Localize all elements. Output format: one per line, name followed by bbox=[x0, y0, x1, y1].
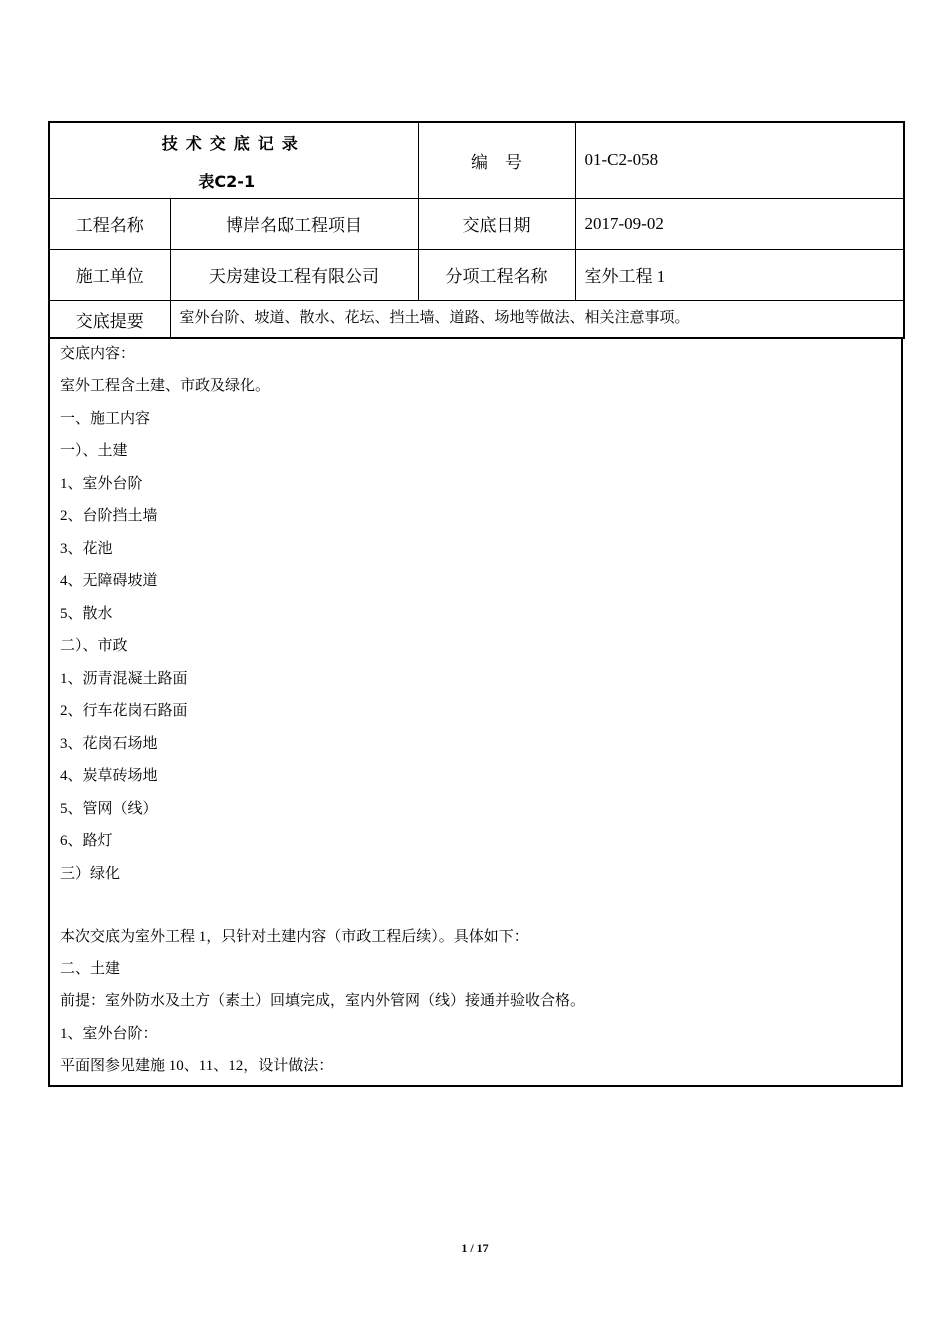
content-line: 二、土建 bbox=[60, 961, 121, 977]
content-line: 1、室外台阶 bbox=[60, 476, 143, 492]
date-value: 2017-09-02 bbox=[575, 198, 904, 249]
content-line: 一）、土建 bbox=[60, 443, 128, 459]
content-line: 平面图参见建施 10、11、12，设计做法： bbox=[60, 1058, 334, 1074]
content-line: 2、台阶挡土墙 bbox=[60, 508, 158, 524]
content-line: 4、无障碍坡道 bbox=[60, 573, 158, 589]
contractor-value: 天房建设工程有限公司 bbox=[170, 249, 418, 300]
form-code: 表C2-1 bbox=[198, 171, 256, 191]
header-table bbox=[48, 121, 905, 339]
contractor-label: 施工单位 bbox=[49, 249, 170, 300]
document-title: 技术交底记录 bbox=[161, 133, 306, 153]
page-indicator: 1 / 17 bbox=[461, 1241, 489, 1255]
content-line: 4、炭草砖场地 bbox=[60, 768, 158, 784]
number-value: 01-C2-058 bbox=[575, 122, 904, 198]
content-line: 1、沥青混凝土路面 bbox=[60, 671, 188, 687]
content-line: 5、管网（线） bbox=[60, 801, 158, 817]
content-line: 二）、市政 bbox=[60, 638, 128, 654]
content-line: 2、行车花岗石路面 bbox=[60, 703, 188, 719]
content-line: 前提：室外防水及土方（素土）回填完成，室内外管网（线）接通并验收合格。 bbox=[60, 993, 586, 1009]
content-line: 本次交底为室外工程 1，只针对土建内容（市政工程后续）。具体如下： bbox=[60, 929, 529, 945]
sub-project-label: 分项工程名称 bbox=[418, 249, 575, 300]
title-cell bbox=[49, 122, 418, 198]
content-line: 一、施工内容 bbox=[60, 411, 151, 427]
content-line: 6、路灯 bbox=[60, 833, 113, 849]
summary-value: 室外台阶、坡道、散水、花坛、挡土墙、道路、场地等做法、相关注意事项。 bbox=[170, 300, 904, 338]
content-line: 3、花池 bbox=[60, 541, 113, 557]
sub-project-value: 室外工程 1 bbox=[575, 249, 904, 300]
project-name-label: 工程名称 bbox=[49, 198, 170, 249]
number-label: 编 号 bbox=[418, 122, 575, 198]
content-line: 交底内容： bbox=[60, 346, 136, 362]
content-line: 1、室外台阶： bbox=[60, 1026, 158, 1042]
project-name-value: 博岸名邸工程项目 bbox=[170, 198, 418, 249]
content-line: 3、花岗石场地 bbox=[60, 736, 158, 752]
content-box bbox=[48, 337, 903, 1087]
content-line: 室外工程含土建、市政及绿化。 bbox=[60, 378, 271, 394]
content-line: 5、散水 bbox=[60, 606, 113, 622]
date-label: 交底日期 bbox=[418, 198, 575, 249]
content-line: 三）绿化 bbox=[60, 866, 121, 882]
summary-label: 交底提要 bbox=[49, 300, 170, 338]
